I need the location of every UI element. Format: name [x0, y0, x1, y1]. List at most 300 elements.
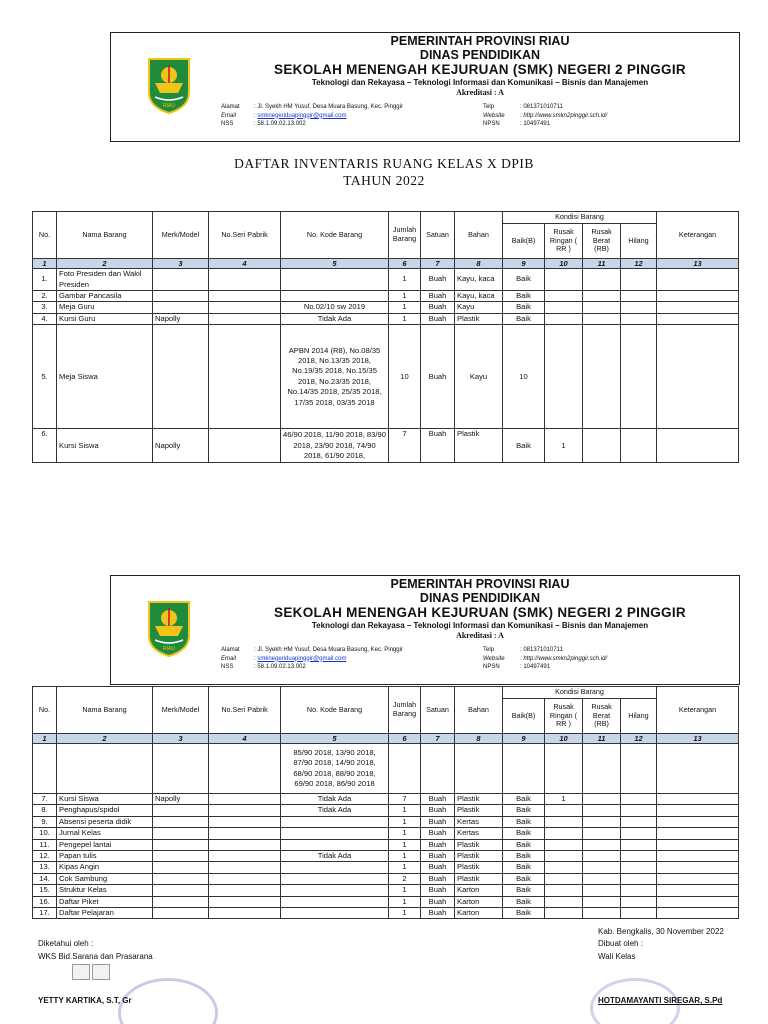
- cell-hilang: [621, 816, 657, 827]
- cell-baik: Baik: [503, 269, 545, 291]
- table-row: [33, 839, 739, 850]
- column-index-row: [33, 734, 739, 744]
- table-row: [33, 885, 739, 896]
- cell-hilang: [621, 873, 657, 884]
- cell-rr: [545, 839, 583, 850]
- cell-rb: [583, 828, 621, 839]
- cell-seri: [209, 873, 281, 884]
- telp-value: : 081371010711: [520, 647, 563, 653]
- cell-satuan: Buah: [421, 269, 455, 291]
- cell-hilang: [621, 862, 657, 873]
- cell-seri: [209, 302, 281, 313]
- idx-cell: 11: [583, 259, 621, 269]
- contact-left: [221, 103, 403, 129]
- cell-rr: [545, 862, 583, 873]
- cell-satuan: Buah: [421, 816, 455, 827]
- table-row: [33, 805, 739, 816]
- cell-kode: [281, 839, 389, 850]
- cell-baik: Baik: [503, 291, 545, 302]
- cell-hilang: [621, 269, 657, 291]
- cell-ket: [657, 873, 739, 884]
- table-row: [33, 325, 739, 429]
- idx-cell: 4: [209, 259, 281, 269]
- cell-baik: Baik: [503, 794, 545, 805]
- left-signer-name: YETTY KARTIKA, S.T, Gr: [38, 996, 132, 1005]
- cell-ket: [657, 744, 739, 794]
- left-known-label: Diketahui oleh :: [38, 939, 94, 948]
- cell-no: 11.: [33, 839, 57, 850]
- nss-value: : 58.1.09.02.13.002: [254, 121, 306, 127]
- programs: Teknologi dan Rekayasa – Teknologi Informasi dan Komunikasi – Bisnis dan Manajemen: [311, 78, 649, 87]
- cell-rb: [583, 325, 621, 429]
- cell-satuan: Buah: [421, 291, 455, 302]
- th-hilang: Hilang: [621, 224, 657, 259]
- cell-nama: Daftar Piket: [57, 896, 153, 907]
- idx-cell: 5: [281, 734, 389, 744]
- cell-baik: Baik: [503, 908, 545, 919]
- website-label: Website: [483, 112, 505, 119]
- th-bahan: Bahan: [455, 687, 503, 734]
- left-role: WKS Bid.Sarana dan Prasarana: [38, 952, 153, 961]
- cell-jumlah: 1: [389, 862, 421, 873]
- cell-no: 12.: [33, 851, 57, 862]
- th-baik: Baik(B): [503, 224, 545, 259]
- cell-ket: [657, 325, 739, 429]
- cell-nama: Struktur Kelas: [57, 885, 153, 896]
- th-jumlah: Jumlah Barang: [389, 687, 421, 734]
- idx-cell: 10: [545, 734, 583, 744]
- npsn-label: NPSN: [483, 664, 500, 670]
- cell-ket: [657, 794, 739, 805]
- cell-seri: [209, 805, 281, 816]
- cell-hilang: [621, 429, 657, 463]
- cell-kode: [281, 269, 389, 291]
- cell-seri: [209, 885, 281, 896]
- riau-logo-icon: [145, 53, 193, 115]
- contact-right: [483, 646, 607, 672]
- cell-hilang: [621, 313, 657, 324]
- cell-baik: [503, 744, 545, 794]
- cell-kode: 85/90 2018, 13/90 2018, 87/90 2018, 14/90 2018, 68/90 2018, 88/90 2018, 69/90 2018, 86/90 2018: [281, 744, 389, 794]
- cell-merk: [153, 291, 209, 302]
- th-kondisi: Kondisi Barang: [503, 687, 657, 699]
- cell-kode: APBN 2014 (R8), No.08/35 2018, No.13/35 2018, No.19/35 2018, No.15/35 2018, No.23/35 2018, No.14/35 2018, 25/35 2018, 17/35 2018, 03/35 2018: [281, 325, 389, 429]
- idx-cell: 7: [421, 734, 455, 744]
- cell-kode: 46/90 2018, 11/90 2018, 83/90 2018, 23/90 2018, 74/90 2018, 61/90 2018,: [281, 429, 389, 463]
- cell-jumlah: 1: [389, 851, 421, 862]
- cell-seri: [209, 851, 281, 862]
- cell-satuan: Buah: [421, 896, 455, 907]
- idx-cell: 9: [503, 734, 545, 744]
- table-row-continuation: [33, 744, 739, 794]
- cell-seri: [209, 291, 281, 302]
- cell-rr: [545, 325, 583, 429]
- cell-nama: Jurnal Kelas: [57, 828, 153, 839]
- cell-bahan: Kertas: [455, 828, 503, 839]
- npsn-value: : 10497491: [520, 121, 551, 127]
- table-row: [33, 816, 739, 827]
- cell-jumlah: 1: [389, 313, 421, 324]
- cell-no: 4.: [33, 313, 57, 324]
- idx-cell: 6: [389, 734, 421, 744]
- cell-hilang: [621, 885, 657, 896]
- idx-cell: 6: [389, 259, 421, 269]
- cell-nama: Absensi peserta didik: [57, 816, 153, 827]
- cell-satuan: Buah: [421, 313, 455, 324]
- cell-baik: Baik: [503, 302, 545, 313]
- npsn-value: : 10497491: [520, 664, 551, 670]
- cell-merk: [153, 908, 209, 919]
- cell-nama: Cok Sambung: [57, 873, 153, 884]
- cell-bahan: Kayu: [455, 302, 503, 313]
- cell-ket: [657, 805, 739, 816]
- cell-merk: [153, 885, 209, 896]
- table-row: [33, 313, 739, 324]
- table-row: [33, 851, 739, 862]
- cell-kode: [281, 896, 389, 907]
- cell-baik: Baik: [503, 828, 545, 839]
- cell-merk: [153, 896, 209, 907]
- cell-rb: [583, 885, 621, 896]
- table-row: [33, 794, 739, 805]
- telp-label: Telp: [483, 647, 495, 653]
- th-no: No.: [33, 212, 57, 259]
- cell-rr: [545, 896, 583, 907]
- idx-cell: 11: [583, 734, 621, 744]
- cell-merk: [153, 325, 209, 429]
- cell-no: 7.: [33, 794, 57, 805]
- cell-bahan: Plastik: [455, 851, 503, 862]
- cell-baik: Baik: [503, 805, 545, 816]
- cell-bahan: Kayu, kaca: [455, 269, 503, 291]
- cell-seri: [209, 828, 281, 839]
- cell-seri: [209, 816, 281, 827]
- th-no: No.: [33, 687, 57, 734]
- idx-cell: 13: [657, 259, 739, 269]
- idx-cell: 10: [545, 259, 583, 269]
- cell-nama: Meja Siswa: [57, 325, 153, 429]
- cell-no: 1.: [33, 269, 57, 291]
- cell-rr: [545, 291, 583, 302]
- cell-baik: Baik: [503, 839, 545, 850]
- idx-cell: 2: [57, 259, 153, 269]
- contact-left: [221, 646, 403, 672]
- cell-baik: Baik: [503, 429, 545, 463]
- svg-text:RIAU: RIAU: [163, 646, 175, 652]
- svg-text:RIAU: RIAU: [163, 103, 175, 109]
- cell-hilang: [621, 908, 657, 919]
- th-satuan: Satuan: [421, 687, 455, 734]
- cell-bahan: Kayu: [455, 325, 503, 429]
- cell-bahan: Plastik: [455, 805, 503, 816]
- cell-bahan: Kertas: [455, 816, 503, 827]
- cell-merk: Napolly: [153, 429, 209, 463]
- cell-ket: [657, 291, 739, 302]
- contact-right: [483, 103, 607, 129]
- cell-no: 8.: [33, 805, 57, 816]
- cell-no: 15.: [33, 885, 57, 896]
- cell-seri: [209, 325, 281, 429]
- cell-rr: [545, 313, 583, 324]
- idx-cell: 9: [503, 259, 545, 269]
- cell-merk: [153, 269, 209, 291]
- cell-merk: [153, 302, 209, 313]
- th-keterangan: Keterangan: [657, 212, 739, 259]
- table-row: [33, 873, 739, 884]
- right-signer-name: HOTDAMAYANTI SIREGAR, S.Pd: [598, 996, 723, 1005]
- email-link[interactable]: smknegeriduapinggir@gmail.com: [257, 112, 347, 119]
- th-kode: No. Kode Barang: [281, 212, 389, 259]
- cell-kode: [281, 873, 389, 884]
- cell-hilang: [621, 744, 657, 794]
- letterhead-top: [110, 32, 740, 142]
- cell-jumlah: 1: [389, 828, 421, 839]
- inventory-table-1: [32, 211, 739, 463]
- cell-nama: Penghapus/spidol: [57, 805, 153, 816]
- cell-baik: Baik: [503, 862, 545, 873]
- cell-rb: [583, 794, 621, 805]
- cell-rr: 1: [545, 429, 583, 463]
- cell-rr: [545, 885, 583, 896]
- cell-jumlah: 10: [389, 325, 421, 429]
- cell-rr: [545, 908, 583, 919]
- table-row: [33, 291, 739, 302]
- cell-seri: [209, 269, 281, 291]
- cell-satuan: Buah: [421, 851, 455, 862]
- cell-kode: [281, 862, 389, 873]
- cell-baik: Baik: [503, 873, 545, 884]
- telp-value: : 081371010711: [520, 104, 563, 110]
- th-rr: Rusak Ringan ( RR ): [545, 224, 583, 259]
- cell-baik: Baik: [503, 896, 545, 907]
- cell-kode: Tidak Ada: [281, 313, 389, 324]
- cell-merk: Napolly: [153, 794, 209, 805]
- cell-kode: [281, 908, 389, 919]
- gov-name: PEMERINTAH PROVINSI RIAU: [390, 34, 570, 48]
- cell-no: 17.: [33, 908, 57, 919]
- alamat-label: Alamat: [221, 647, 240, 653]
- cell-seri: [209, 896, 281, 907]
- idx-cell: 1: [33, 259, 57, 269]
- table-row: [33, 896, 739, 907]
- cell-merk: [153, 873, 209, 884]
- idx-cell: 12: [621, 734, 657, 744]
- table-row: [33, 862, 739, 873]
- th-nama: Nama Barang: [57, 687, 153, 734]
- cell-ket: [657, 908, 739, 919]
- cell-rb: [583, 896, 621, 907]
- cell-jumlah: 1: [389, 302, 421, 313]
- cell-rb: [583, 269, 621, 291]
- cell-merk: [153, 851, 209, 862]
- cell-rb: [583, 851, 621, 862]
- cell-jumlah: 1: [389, 896, 421, 907]
- idx-cell: 12: [621, 259, 657, 269]
- cell-no: 14.: [33, 873, 57, 884]
- cell-jumlah: [389, 744, 421, 794]
- cell-hilang: [621, 794, 657, 805]
- cell-hilang: [621, 828, 657, 839]
- cell-seri: [209, 429, 281, 463]
- cell-nama: Kursi Siswa: [57, 794, 153, 805]
- cell-ket: [657, 885, 739, 896]
- cell-ket: [657, 313, 739, 324]
- cell-bahan: [455, 744, 503, 794]
- cell-satuan: Buah: [421, 885, 455, 896]
- th-seri: No.Seri Pabrik: [209, 687, 281, 734]
- akreditasi: Akreditasi : A: [456, 88, 504, 97]
- school-name: SEKOLAH MENENGAH KEJURUAN (SMK) NEGERI 2 PINGGIR: [274, 62, 686, 77]
- idx-cell: 4: [209, 734, 281, 744]
- cell-ket: [657, 839, 739, 850]
- programs: Teknologi dan Rekayasa – Teknologi Informasi dan Komunikasi – Bisnis dan Manajemen: [311, 621, 649, 630]
- cell-satuan: Buah: [421, 325, 455, 429]
- cell-rb: [583, 805, 621, 816]
- cell-hilang: [621, 302, 657, 313]
- th-rb: Rusak Berat (RB): [583, 699, 621, 734]
- cell-baik: Baik: [503, 816, 545, 827]
- cell-no: 5.: [33, 325, 57, 429]
- alamat-value: : Jl. Syekh HM Yusuf, Desa Muara Basung, Kec. Pinggir: [254, 104, 403, 110]
- cell-bahan: Kayu, kaca: [455, 291, 503, 302]
- cell-nama: Kursi Guru: [57, 313, 153, 324]
- cell-seri: [209, 794, 281, 805]
- website-value[interactable]: : http://www.smkn2pinggir.sch.id/: [520, 655, 608, 662]
- letterhead-bottom: [110, 575, 740, 685]
- cell-merk: [153, 816, 209, 827]
- cell-ket: [657, 302, 739, 313]
- cell-merk: [153, 828, 209, 839]
- th-rb: Rusak Berat (RB): [583, 224, 621, 259]
- th-seri: No.Seri Pabrik: [209, 212, 281, 259]
- table-row: [33, 269, 739, 291]
- cell-rb: [583, 908, 621, 919]
- gov-name: PEMERINTAH PROVINSI RIAU: [390, 577, 570, 591]
- cell-nama: [57, 744, 153, 794]
- cell-bahan: Karton: [455, 885, 503, 896]
- cell-no: 13.: [33, 862, 57, 873]
- cell-kode: [281, 816, 389, 827]
- cell-seri: [209, 908, 281, 919]
- cell-rb: [583, 291, 621, 302]
- cell-satuan: Buah: [421, 862, 455, 873]
- cell-baik: 10: [503, 325, 545, 429]
- table-row: [33, 429, 739, 463]
- broken-image-icon: [72, 964, 90, 980]
- email-link[interactable]: smknegeriduapinggir@gmail.com: [257, 655, 347, 662]
- idx-cell: 13: [657, 734, 739, 744]
- website-value[interactable]: : http://www.smkn2pinggir.sch.id/: [520, 112, 608, 119]
- cell-baik: Baik: [503, 313, 545, 324]
- cell-bahan: Plastik: [455, 839, 503, 850]
- cell-baik: Baik: [503, 851, 545, 862]
- cell-ket: [657, 429, 739, 463]
- cell-jumlah: 1: [389, 839, 421, 850]
- column-index-row: [33, 259, 739, 269]
- th-kondisi: Kondisi Barang: [503, 212, 657, 224]
- cell-rb: [583, 429, 621, 463]
- cell-seri: [209, 744, 281, 794]
- cell-rb: [583, 302, 621, 313]
- cell-kode: [281, 291, 389, 302]
- cell-jumlah: 1: [389, 291, 421, 302]
- cell-rr: [545, 828, 583, 839]
- table-row: [33, 302, 739, 313]
- cell-jumlah: 7: [389, 794, 421, 805]
- idx-cell: 1: [33, 734, 57, 744]
- cell-no: 3.: [33, 302, 57, 313]
- cell-ket: [657, 896, 739, 907]
- idx-cell: 3: [153, 734, 209, 744]
- cell-jumlah: 1: [389, 885, 421, 896]
- cell-rb: [583, 313, 621, 324]
- alamat-value: : Jl. Syekh HM Yusuf, Desa Muara Basung, Kec. Pinggir: [254, 647, 403, 653]
- cell-merk: [153, 839, 209, 850]
- table-row: [33, 828, 739, 839]
- cell-nama: Foto Presiden dan Wakil Presiden: [57, 269, 153, 291]
- cell-bahan: Plastik: [455, 873, 503, 884]
- cell-jumlah: 7: [389, 429, 421, 463]
- cell-seri: [209, 839, 281, 850]
- cell-hilang: [621, 805, 657, 816]
- email-colon: :: [254, 112, 256, 119]
- stamp-icon: [118, 978, 218, 1024]
- cell-satuan: Buah: [421, 805, 455, 816]
- cell-merk: [153, 862, 209, 873]
- idx-cell: 5: [281, 259, 389, 269]
- table-row: [33, 908, 739, 919]
- cell-no: 16.: [33, 896, 57, 907]
- th-merk: Merk/Model: [153, 687, 209, 734]
- idx-cell: 3: [153, 259, 209, 269]
- cell-rb: [583, 744, 621, 794]
- cell-nama: Kursi Siswa: [57, 429, 153, 463]
- cell-kode: Tidak Ada: [281, 794, 389, 805]
- cell-jumlah: 1: [389, 908, 421, 919]
- cell-jumlah: 1: [389, 816, 421, 827]
- cell-rr: [545, 302, 583, 313]
- cell-ket: [657, 851, 739, 862]
- cell-merk: [153, 744, 209, 794]
- cell-kode: [281, 828, 389, 839]
- cell-no: 9.: [33, 816, 57, 827]
- riau-logo-icon: [145, 596, 193, 658]
- title-line-1: DAFTAR INVENTARIS RUANG KELAS X DPIB: [234, 156, 534, 171]
- cell-ket: [657, 269, 739, 291]
- cell-kode: Tidak Ada: [281, 805, 389, 816]
- akreditasi: Akreditasi : A: [456, 631, 504, 640]
- place-date: Kab. Bengkalis, 30 November 2022: [598, 927, 724, 936]
- cell-rr: [545, 816, 583, 827]
- title-line-2: TAHUN 2022: [343, 173, 425, 188]
- th-hilang: Hilang: [621, 699, 657, 734]
- dinas-name: DINAS PENDIDIKAN: [419, 591, 541, 605]
- cell-bahan: Plastik: [455, 794, 503, 805]
- nss-value: : 58.1.09.02.13.002: [254, 664, 306, 670]
- right-made-label: Dibuat oleh :: [598, 939, 643, 948]
- th-bahan: Bahan: [455, 212, 503, 259]
- right-role: Wali Kelas: [598, 952, 636, 961]
- cell-rr: [545, 805, 583, 816]
- cell-merk: [153, 805, 209, 816]
- nss-label: NSS: [221, 664, 234, 670]
- cell-nama: Pengepel lantai: [57, 839, 153, 850]
- cell-satuan: Buah: [421, 828, 455, 839]
- cell-kode: Tidak Ada: [281, 851, 389, 862]
- idx-cell: 8: [455, 734, 503, 744]
- cell-jumlah: 1: [389, 805, 421, 816]
- email-colon: :: [254, 655, 256, 662]
